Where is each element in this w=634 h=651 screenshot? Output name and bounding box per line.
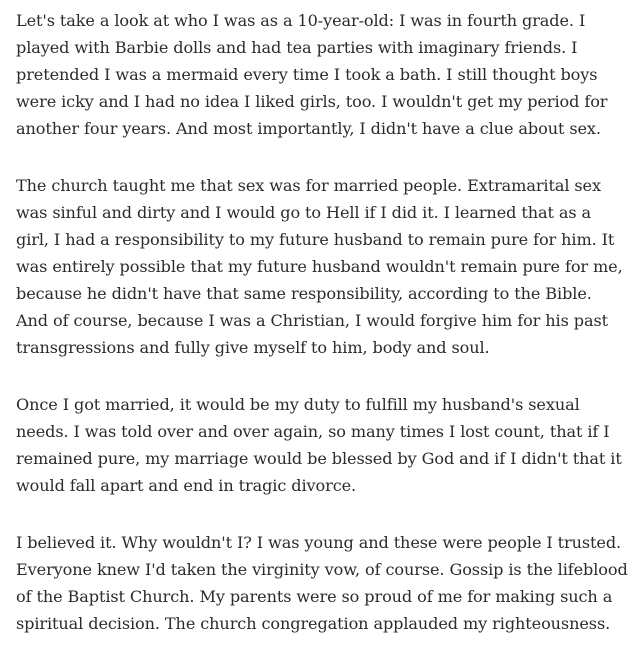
article-paragraph-3: Once I got married, it would be my duty to fulfill my husband's sexual needs. I was told over and over again, so many times I lost count, that if I remained pure, my marriage would be blessed by God and if I didn't that it would fall apart and end in tragic divorce. [16, 395, 622, 495]
article-paragraph-1: Let's take a look at who I was as a 10-year-old: I was in fourth grade. I played with Barbie dolls and had tea parties with imaginary friends. I pretended I was a mermaid every time I took a bath. I still thought boys were icky and I had no idea I liked girls, too. I wouldn't get my period for another four years. And most importantly, I didn't have a clue about sex. [16, 11, 608, 138]
article-paragraph-2: The church taught me that sex was for married people. Extramarital sex was sinful and dirty and I would go to Hell if I did it. I learned that as a girl, I had a responsibility to my future husband to remain pure for him. It was entirely possible that my future husband wouldn't remain pure for me, because he didn't have that same responsibility, according to the Bible. And of course, because I was a Christian, I would forgive him for his past transgressions and fully give myself to him, body and soul. [16, 176, 623, 357]
article-paragraph-4: I believed it. Why wouldn't I? I was young and these were people I trusted. Everyone knew I'd taken the virginity vow, of course. Gossip is the lifeblood of the Baptist Church. My parents were so proud of me for making such a spiritual decision. The church congregation applauded my righteousness. [16, 533, 628, 633]
